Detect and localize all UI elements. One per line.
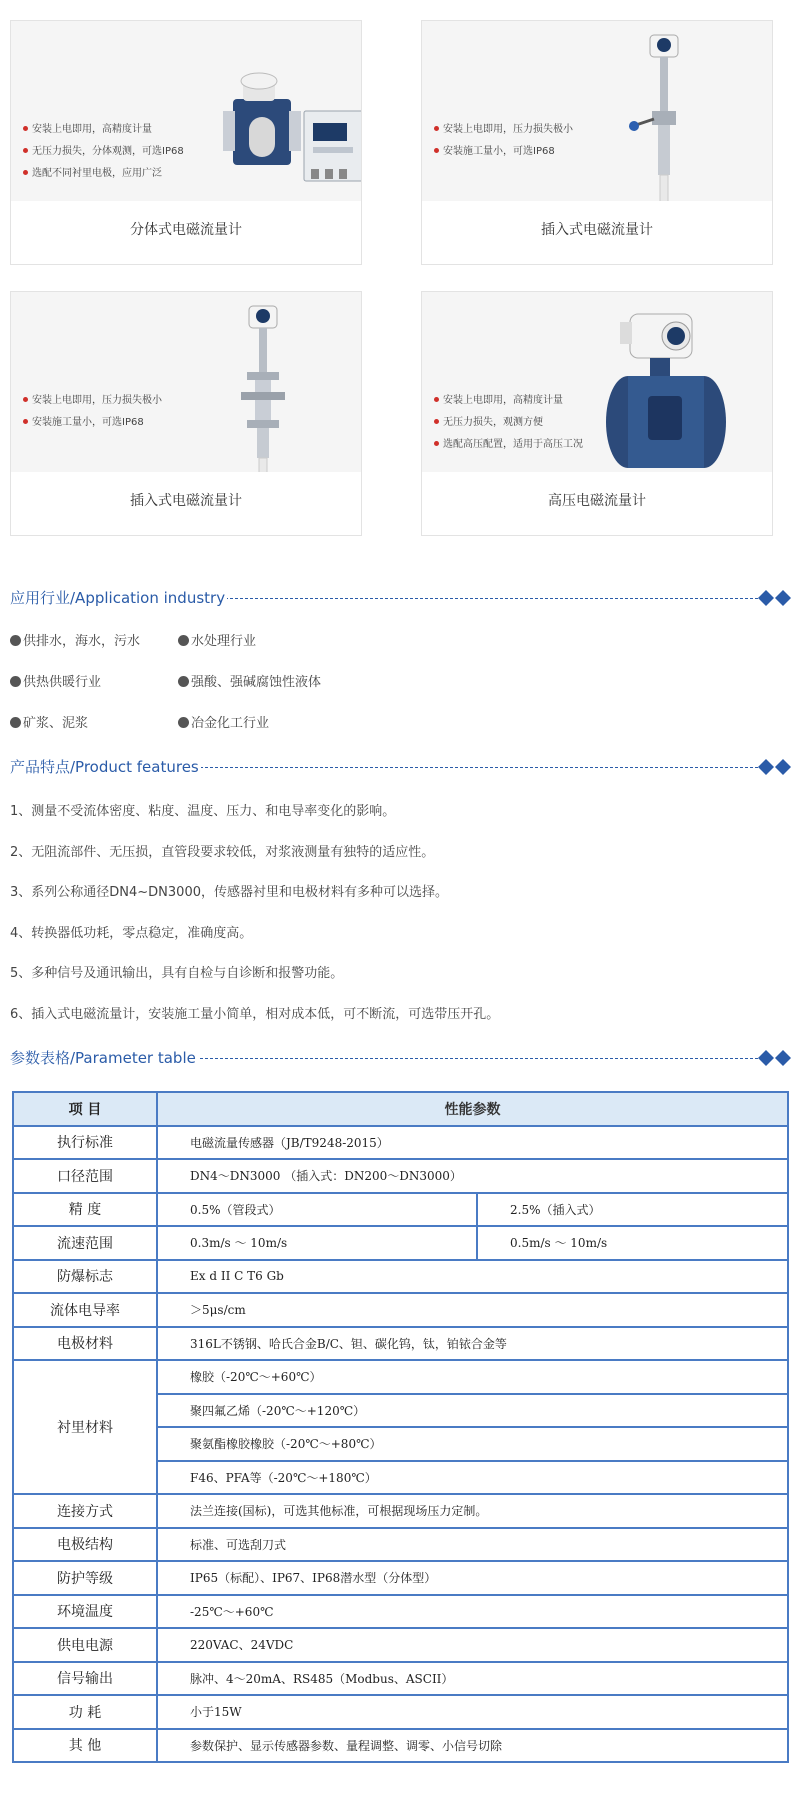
row-key: 防爆标志 <box>13 1260 157 1294</box>
feature-item: 1、测量不受流体密度、粘度、温度、压力、和电导率变化的影响。 <box>10 804 396 819</box>
insertion-flowmeter-image <box>422 21 772 201</box>
table-row <box>13 1494 788 1528</box>
row-value: 法兰连接(国标)，可选其他标准，可根据现场压力定制。 <box>157 1494 788 1528</box>
industry-item: 水处理行业 <box>178 630 256 649</box>
row-value: F46、PFA等（-20℃～+180℃） <box>157 1461 788 1495</box>
table-row <box>13 1360 788 1394</box>
feature-item: 2、无阻流部件、无压损，直管段要求较低，对浆液测量有独特的适应性。 <box>10 845 435 860</box>
table-row <box>13 1226 788 1260</box>
row-key: 供电电源 <box>13 1628 157 1662</box>
product-bullet: 无压力损失，分体观测，可选IP68 <box>23 141 223 163</box>
table-row <box>13 1561 788 1595</box>
industry-item: 供排水，海水，污水 <box>10 630 140 649</box>
diamond-icon <box>758 590 792 606</box>
row-key: 流速范围 <box>13 1226 157 1260</box>
table-row <box>13 1662 788 1696</box>
product-bullet: 安装上电即用，高精度计量 <box>23 119 223 141</box>
feature-item: 6、插入式电磁流量计，安装施工量小简单，相对成本低，可不断流，可选带压开孔。 <box>10 1007 500 1022</box>
product-image-area <box>11 21 361 201</box>
table-row <box>13 1628 788 1662</box>
table-row <box>13 1528 788 1562</box>
product-card-insertion-2[interactable] <box>10 291 362 536</box>
feature-item: 5、多种信号及通讯输出，具有自检与自诊断和报警功能。 <box>10 966 344 981</box>
row-value: 标准、可选刮刀式 <box>157 1528 788 1562</box>
table-row <box>13 1159 788 1193</box>
row-key: 防护等级 <box>13 1561 157 1595</box>
row-key: 精 度 <box>13 1193 157 1227</box>
row-value: 脉冲、4～20mA、RS485（Modbus、ASCII） <box>157 1662 788 1696</box>
product-name[interactable]: 插入式电磁流量计 <box>130 493 242 509</box>
row-key: 其 他 <box>13 1729 157 1763</box>
bullet-icon <box>10 717 21 728</box>
row-value: 220VAC、24VDC <box>157 1628 788 1662</box>
table-row <box>13 1126 788 1160</box>
row-value: IP65（标配）、IP67、IP68潜水型（分体型） <box>157 1561 788 1595</box>
params-section-title <box>10 1048 792 1068</box>
product-card-insertion-1[interactable] <box>421 20 773 265</box>
bullet-icon <box>178 717 189 728</box>
feature-item: 4、转换器低功耗，零点稳定，准确度高。 <box>10 926 253 941</box>
product-bullets <box>23 390 223 434</box>
insertion-flowmeter-image <box>11 292 361 472</box>
row-key: 口径范围 <box>13 1159 157 1193</box>
row-key: 流体电导率 <box>13 1293 157 1327</box>
row-value: 橡胶（-20℃～+60℃） <box>157 1360 788 1394</box>
bullet-icon <box>10 676 21 687</box>
industry-item: 供热供暖行业 <box>10 671 101 690</box>
table-row <box>13 1327 788 1361</box>
product-bullet: 安装上电即用，高精度计量 <box>434 390 634 412</box>
table-row <box>13 1595 788 1629</box>
row-value: 电磁流量传感器（JB/T9248-2015） <box>157 1126 788 1160</box>
table-row <box>13 1293 788 1327</box>
feature-item: 3、系列公称通径DN4~DN3000，传感器衬里和电极材料有多种可以选择。 <box>10 885 448 900</box>
product-bullets <box>434 390 634 456</box>
row-key: 信号输出 <box>13 1662 157 1696</box>
industry-section-title <box>10 588 792 608</box>
section-title-text: 产品特点/Product features <box>10 758 199 776</box>
row-value: 0.3m/s ～ 10m/s <box>157 1226 477 1260</box>
product-bullet: 无压力损失，观测方便 <box>434 412 634 434</box>
row-key: 环境温度 <box>13 1595 157 1629</box>
bullet-icon <box>178 676 189 687</box>
row-key: 电极材料 <box>13 1327 157 1361</box>
product-bullet: 安装上电即用，压力损失极小 <box>434 119 634 141</box>
row-value: Ex d II C T6 Gb <box>157 1260 788 1294</box>
row-value: ＞5μs/cm <box>157 1293 788 1327</box>
section-title-text: 参数表格/Parameter table <box>10 1049 196 1067</box>
product-image-area <box>422 21 772 201</box>
row-value: 聚氨酯橡胶橡胶（-20℃～+80℃） <box>157 1427 788 1461</box>
product-bullet: 安装上电即用，压力损失极小 <box>23 390 223 412</box>
product-bullets <box>23 119 223 185</box>
table-row <box>13 1729 788 1763</box>
product-card-split[interactable] <box>10 20 362 265</box>
row-key: 衬里材料 <box>13 1360 157 1494</box>
diamond-icon <box>758 1050 792 1066</box>
row-value: 0.5%（管段式） <box>157 1193 477 1227</box>
row-value: -25℃～+60℃ <box>157 1595 788 1629</box>
product-name[interactable]: 高压电磁流量计 <box>548 493 646 509</box>
product-bullet: 选配不同衬里电极，应用广泛 <box>23 163 223 185</box>
product-image-area <box>422 292 772 472</box>
industry-item: 冶金化工行业 <box>178 712 269 731</box>
product-card-high-pressure[interactable] <box>421 291 773 536</box>
product-bullet: 选配高压配置，适用于高压工况 <box>434 434 634 456</box>
product-bullets <box>434 119 634 163</box>
row-key: 连接方式 <box>13 1494 157 1528</box>
row-value: 0.5m/s ～ 10m/s <box>477 1226 788 1260</box>
row-value: DN4～DN3000 （插入式：DN200～DN3000） <box>157 1159 788 1193</box>
row-key: 功 耗 <box>13 1695 157 1729</box>
table-row <box>13 1260 788 1294</box>
diamond-icon <box>758 759 792 775</box>
product-name[interactable]: 分体式电磁流量计 <box>130 222 242 238</box>
row-key: 执行标准 <box>13 1126 157 1160</box>
table-header-row <box>13 1092 788 1126</box>
row-value: 聚四氟乙烯（-20℃～+120℃） <box>157 1394 788 1428</box>
industry-item: 矿浆、泥浆 <box>10 712 88 731</box>
features-section-title <box>10 757 792 777</box>
industry-item: 强酸、强碱腐蚀性液体 <box>178 671 321 690</box>
row-value: 小于15W <box>157 1695 788 1729</box>
row-value: 316L不锈钢、哈氏合金B/C、钽、碳化钨，钛，铂铱合金等 <box>157 1327 788 1361</box>
row-value: 参数保护、显示传感器参数、量程调整、调零、小信号切除 <box>157 1729 788 1763</box>
row-value: 2.5%（插入式） <box>477 1193 788 1227</box>
header-item: 项 目 <box>13 1092 157 1126</box>
product-bullet: 安装施工量小，可选IP68 <box>23 412 223 434</box>
row-key: 电极结构 <box>13 1528 157 1562</box>
product-bullet: 安装施工量小，可选IP68 <box>434 141 634 163</box>
product-image-area <box>11 292 361 472</box>
section-title-text: 应用行业/Application industry <box>10 589 226 607</box>
table-row <box>13 1193 788 1227</box>
table-row <box>13 1695 788 1729</box>
bullet-icon <box>10 635 21 646</box>
header-value: 性能参数 <box>157 1092 788 1126</box>
parameter-table <box>12 1091 789 1763</box>
product-name[interactable]: 插入式电磁流量计 <box>541 222 653 238</box>
bullet-icon <box>178 635 189 646</box>
